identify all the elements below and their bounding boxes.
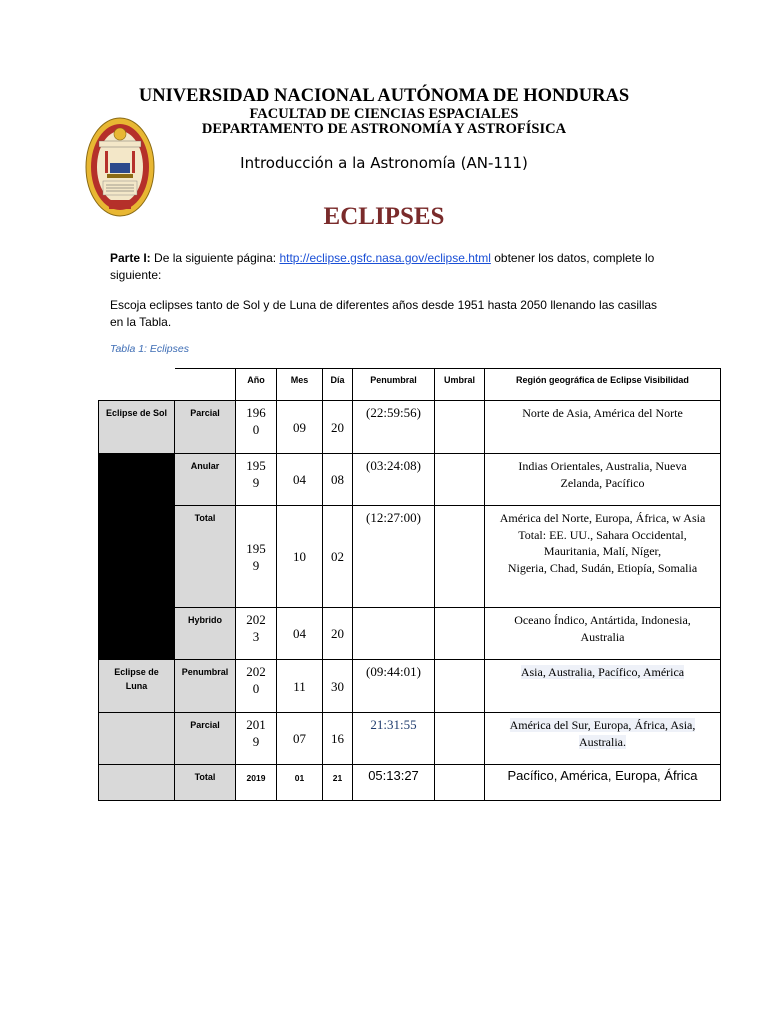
umbral-cell	[435, 660, 485, 713]
umbral-cell	[435, 401, 485, 454]
month-cell: 10	[277, 506, 323, 608]
part1-text-before: De la siguiente página:	[150, 251, 280, 265]
table-row	[99, 506, 721, 608]
eclipses-table	[98, 368, 721, 801]
region-cell	[485, 660, 721, 713]
penumbral-cell: (12:27:00)	[353, 506, 435, 608]
month-cell: 01	[277, 765, 323, 801]
type-cell: Parcial	[175, 713, 236, 765]
umbral-cell	[435, 713, 485, 765]
penumbral-cell: 05:13:27	[353, 765, 435, 801]
penumbral-cell: 21:31:55	[353, 713, 435, 765]
group-blank-cell	[99, 506, 175, 608]
year-cell: 201 9	[236, 713, 277, 765]
faculty-name: FACULTAD DE CIENCIAS ESPACIALES	[249, 106, 519, 122]
header-month: Mes	[277, 369, 323, 401]
table-row	[99, 713, 721, 765]
university-name: UNIVERSIDAD NACIONAL AUTÓNOMA DE HONDURAS	[138, 86, 630, 106]
month-cell: 04	[277, 608, 323, 660]
region-cell: América del Norte, Europa, África, w Asia Total: EE. UU., Sahara Occidental, Mauritania, Malí, Níger, Nigeria, Chad, Sudán, Etiopía, Somalia	[485, 506, 721, 608]
part1-paragraph	[110, 250, 670, 284]
instructions-paragraph: Escoja eclipses tanto de Sol y de Luna de diferentes años desde 1951 hasta 2050 llenando las casillas en la Tabla.	[110, 298, 658, 329]
course-title: Introducción a la Astronomía (AN-111)	[240, 154, 528, 172]
table-row	[99, 401, 721, 454]
umbral-cell	[435, 454, 485, 506]
region-cell: América del Sur, Europa, África, Asia, Australia.	[485, 713, 721, 765]
region-cell: Indias Orientales, Australia, Nueva Zelanda, Pacífico	[485, 454, 721, 506]
umbral-cell	[435, 506, 485, 608]
university-seal-logo	[85, 117, 155, 217]
table-row	[99, 765, 721, 801]
nasa-eclipse-link[interactable]: http://eclipse.gsfc.nasa.gov/eclipse.html	[279, 251, 491, 265]
umbral-cell	[435, 765, 485, 801]
type-cell: Penumbral	[175, 660, 236, 713]
day-cell: 20	[323, 608, 353, 660]
type-cell: Anular	[175, 454, 236, 506]
header-day: Día	[323, 369, 353, 401]
part1-label: Parte I:	[110, 251, 151, 265]
region-cell: Oceano Índico, Antártida, Indonesia, Australia	[485, 608, 721, 660]
table-row	[99, 454, 721, 506]
penumbral-cell	[353, 608, 435, 660]
type-cell: Total	[175, 765, 236, 801]
penumbral-cell: (03:24:08)	[353, 454, 435, 506]
month-cell: 09	[277, 401, 323, 454]
year-cell: 195 9	[236, 454, 277, 506]
group-blank-cell	[99, 608, 175, 660]
day-cell: 02	[323, 506, 353, 608]
penumbral-cell: (09:44:01)	[353, 660, 435, 713]
year-cell: 2019	[236, 765, 277, 801]
region-cell: Norte de Asia, América del Norte	[485, 401, 721, 454]
table-row	[99, 660, 721, 713]
table-caption: Tabla 1: Eclipses	[110, 343, 189, 355]
header-region: Región geográfica de Eclipse Visibilidad	[485, 369, 721, 401]
group-blank-cell	[99, 713, 175, 765]
department-name: DEPARTAMENTO DE ASTRONOMÍA Y ASTROFÍSICA	[201, 121, 567, 137]
month-cell: 04	[277, 454, 323, 506]
year-cell: 196 0	[236, 401, 277, 454]
region-highlight: Asia, Australia, Pacífico, América	[520, 665, 685, 679]
day-cell: 20	[323, 401, 353, 454]
day-cell: 21	[323, 765, 353, 801]
header-year: Año	[236, 369, 277, 401]
year-cell: 195 9	[236, 506, 277, 608]
month-cell: 07	[277, 713, 323, 765]
group-label-moon: Eclipse de Luna	[99, 660, 175, 713]
empty-header-cell	[99, 369, 175, 401]
umbral-cell	[435, 608, 485, 660]
type-cell: Parcial	[175, 401, 236, 454]
day-cell: 08	[323, 454, 353, 506]
day-cell: 16	[323, 713, 353, 765]
year-cell: 202 3	[236, 608, 277, 660]
penumbral-cell: (22:59:56)	[353, 401, 435, 454]
table-row	[99, 608, 721, 660]
day-cell: 30	[323, 660, 353, 713]
region-cell: Pacífico, América, Europa, África	[485, 765, 721, 801]
empty-header-cell	[175, 369, 236, 401]
part1-text-after: obtener los datos, complete lo siguiente:	[110, 251, 655, 282]
group-blank-cell	[99, 454, 175, 506]
group-blank-cell	[99, 765, 175, 801]
month-cell: 11	[277, 660, 323, 713]
group-label-sun: Eclipse de Sol	[99, 401, 175, 454]
year-cell: 202 0	[236, 660, 277, 713]
table-header-row	[99, 369, 721, 401]
header-penumbral: Penumbral	[353, 369, 435, 401]
type-cell: Hybrido	[175, 608, 236, 660]
type-cell: Total	[175, 506, 236, 608]
header-umbral: Umbral	[435, 369, 485, 401]
page-title: ECLIPSES	[323, 203, 445, 230]
